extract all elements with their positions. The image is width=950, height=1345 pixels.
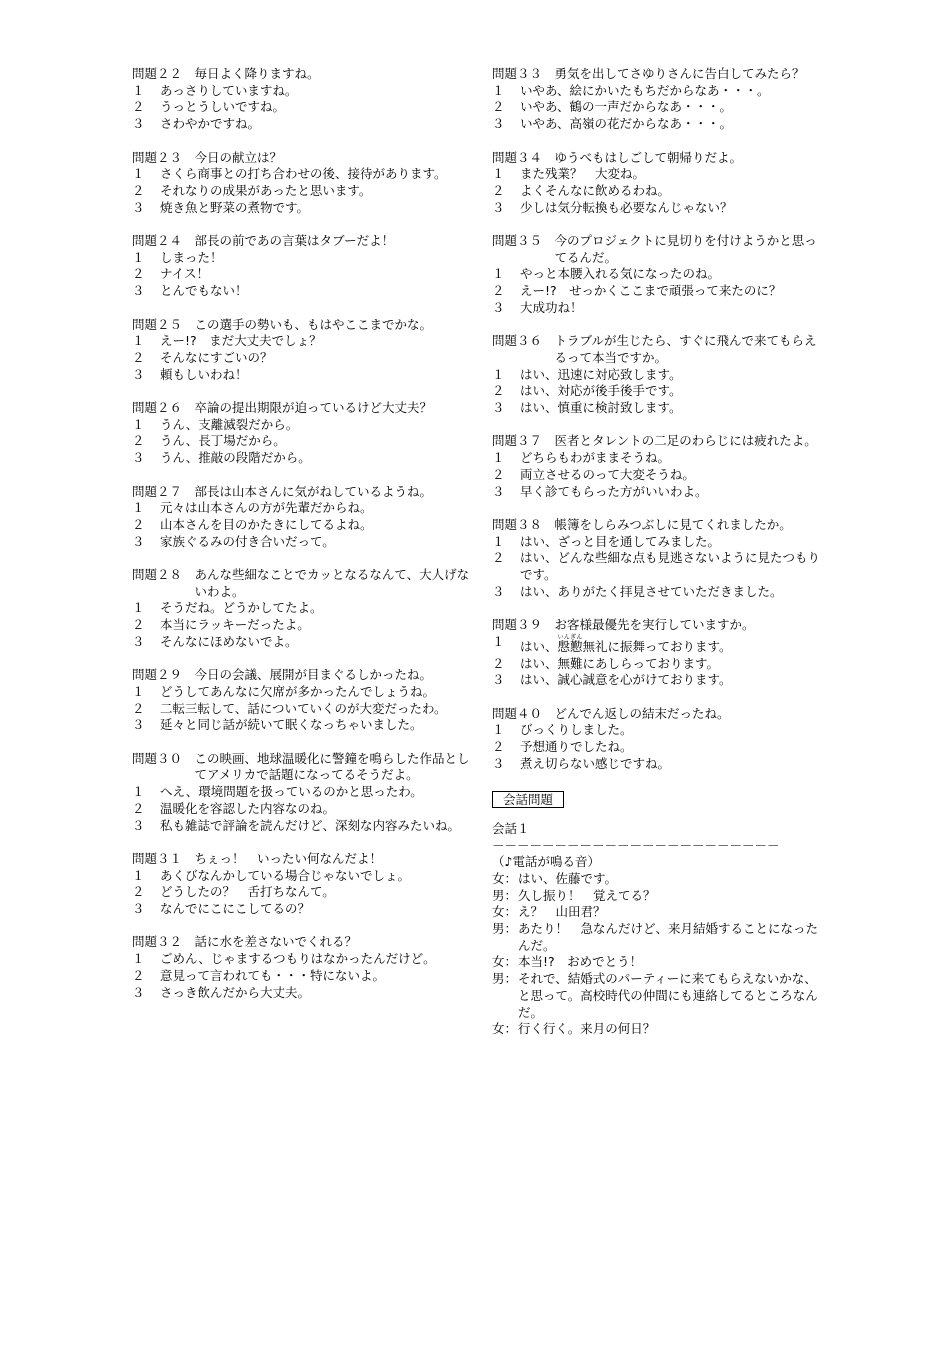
question-block (132, 233, 477, 300)
option-number: ３ (492, 116, 505, 132)
dialogue-text: え？ 山田君？ (518, 904, 606, 920)
option-text: はい、慇懃いんぎん無礼に振舞っております。 (520, 633, 732, 654)
speaker-label: 女： (492, 1021, 518, 1037)
option-number: ２ (492, 283, 505, 299)
question-number: 問題３７ (492, 433, 555, 449)
question-block (492, 233, 827, 317)
option-number: １ (132, 82, 145, 98)
question-prompt (492, 517, 827, 534)
option-number: １ (492, 450, 505, 466)
option-number: ２ (132, 433, 145, 449)
option-number: １ (492, 633, 505, 649)
question-prompt (132, 400, 477, 417)
answer-option (132, 600, 477, 617)
question-block (132, 317, 477, 384)
option-number: １ (132, 500, 145, 516)
option-text: 山本さんを目のかたきにしてるよね。 (160, 516, 373, 532)
dialogue-line (492, 871, 827, 888)
question-prompt (132, 484, 477, 501)
option-number: ２ (132, 182, 145, 198)
divider-line: －－－－－－－－－－－－－－－－－－－－－－－ (492, 837, 780, 853)
option-text: へえ、環境問題を扱っているのかと思ったわ。 (160, 784, 423, 800)
question-number: 問題２９ (132, 667, 195, 683)
question-text: お客様最優先を実行していますか。 (554, 617, 755, 633)
option-number: ３ (492, 199, 505, 215)
answer-option (492, 283, 827, 300)
answer-option (132, 534, 477, 551)
option-text: さくら商事との打ち合わせの後、接待があります。 (160, 166, 447, 182)
speaker-label: 女： (492, 870, 518, 886)
option-number: １ (132, 333, 145, 349)
option-number: ２ (492, 99, 505, 115)
question-text: どんでん返しの結末だったね。 (554, 705, 730, 721)
question-number: 問題２４ (132, 233, 195, 248)
right-column (492, 66, 827, 1038)
answer-option (492, 467, 827, 484)
option-text: うん、推敲の段階だから。 (160, 450, 311, 466)
option-text: 煮え切らない感じですね。 (520, 755, 671, 771)
option-number: ２ (132, 516, 145, 532)
answer-option (132, 333, 477, 350)
answer-option (132, 717, 477, 734)
option-number: ２ (132, 266, 145, 282)
answer-option (132, 433, 477, 450)
answer-option (132, 868, 477, 885)
option-text: 予想通りでしたね。 (520, 739, 633, 755)
question-block (492, 150, 827, 217)
option-text: どうしてあんなに欠席が多かったんでしょうね。 (160, 683, 436, 699)
question-number: 問題３６ (492, 333, 555, 349)
answer-option (492, 550, 827, 583)
option-number: ３ (132, 533, 145, 549)
option-number: １ (132, 249, 145, 265)
answer-option (492, 484, 827, 501)
answer-option (132, 250, 477, 267)
option-number: １ (492, 266, 505, 282)
question-number: 問題３１ (132, 850, 195, 866)
question-text: 医者とタレントの二足のわらじには疲れたよ。 (554, 433, 817, 449)
speaker-label: 男： (492, 921, 518, 937)
option-number: １ (492, 82, 505, 98)
question-block (492, 333, 827, 417)
answer-option (132, 99, 477, 116)
option-number: ３ (132, 717, 145, 733)
answer-option (132, 634, 477, 651)
option-text: 意見って言われても・・・特にないよ。 (160, 967, 386, 983)
question-block (492, 66, 827, 133)
answer-option (492, 672, 827, 689)
answer-option (132, 517, 477, 534)
question-prompt (132, 233, 477, 250)
dialogue-text: 本当!? おめでとう！ (518, 954, 643, 970)
option-text: よくそんなに飲めるわね。 (520, 182, 671, 198)
answer-option (492, 534, 827, 551)
question-prompt (132, 667, 477, 684)
option-number: ２ (492, 182, 505, 198)
option-number: １ (132, 784, 145, 800)
answer-option (132, 968, 477, 985)
question-prompt (132, 150, 477, 167)
answer-option (492, 656, 827, 673)
speaker-label: 男： (492, 887, 518, 903)
answer-option (492, 383, 827, 400)
answer-option (492, 584, 827, 601)
answer-option (132, 417, 477, 434)
question-block (132, 567, 477, 651)
question-prompt (492, 706, 827, 723)
answer-option (492, 400, 827, 417)
option-text: やっと本腰入れる気になったのね。 (520, 266, 721, 282)
option-text: 私も雑誌で評論を読んだけど、深刻な内容みたいね。 (160, 817, 461, 833)
option-text: 大成功ね！ (520, 299, 583, 315)
question-block (132, 66, 477, 133)
question-prompt (132, 567, 477, 600)
question-number: 問題２７ (132, 483, 195, 499)
option-number: １ (132, 416, 145, 432)
option-text: いやあ、絵にかいたもちだからなあ・・・。 (520, 82, 770, 98)
option-number: ３ (492, 672, 505, 688)
question-text: 今のプロジェクトに見切りを付けようかと思ってるんだ。 (554, 233, 817, 265)
section-label: 会話問題 (492, 791, 564, 808)
option-text: そうだね。どうかしてたよ。 (160, 600, 323, 616)
option-number: ３ (132, 901, 145, 917)
option-number: ３ (132, 817, 145, 833)
question-prompt (132, 934, 477, 951)
option-text: 焼き魚と野菜の煮物です。 (160, 199, 310, 215)
option-number: １ (492, 722, 505, 738)
question-number: 問題３８ (492, 516, 555, 532)
option-number: ２ (132, 617, 145, 633)
answer-option (492, 450, 827, 467)
dialogue-line (492, 888, 827, 905)
answer-option (132, 283, 477, 300)
option-text: あっさりしていますね。 (160, 82, 298, 98)
question-number: 問題２６ (132, 400, 195, 415)
answer-option (132, 500, 477, 517)
question-prompt (132, 751, 477, 784)
option-number: ２ (492, 739, 505, 755)
option-number: ３ (132, 633, 145, 649)
question-block (132, 667, 477, 734)
answer-option (132, 183, 477, 200)
dialogue-text: 行く行く。来月の何日？ (518, 1021, 656, 1037)
dialogue-text: 久し振り！ 覚えてる？ (518, 887, 656, 903)
question-number: 問題３３ (492, 66, 555, 81)
question-text: 勇気を出してさゆりさんに告白してみたら？ (554, 66, 805, 81)
question-text: 部長は山本さんに気がねしているようね。 (194, 483, 433, 499)
option-number: ３ (492, 400, 505, 416)
option-text: うん、支離滅裂だから。 (160, 416, 299, 432)
question-block (132, 484, 477, 551)
option-text: 家族ぐるみの付き合いだって。 (160, 533, 335, 549)
option-text: また残業？ 大変ね。 (520, 166, 646, 182)
question-prompt (492, 233, 827, 266)
option-text: びっくりしました。 (520, 722, 633, 738)
option-number: ２ (132, 884, 145, 900)
answer-option (132, 200, 477, 217)
question-prompt (492, 617, 827, 634)
question-text: 毎日よく降りますね。 (194, 66, 320, 81)
question-block (132, 400, 477, 467)
answer-option (132, 901, 477, 918)
option-text: はい、対応が後手後手です。 (520, 383, 682, 399)
question-block (132, 751, 477, 835)
question-prompt (492, 333, 827, 366)
option-text: しまった！ (160, 249, 223, 265)
option-number: １ (492, 166, 505, 182)
answer-option (132, 985, 477, 1002)
speaker-label: 女： (492, 954, 518, 970)
answer-option (492, 99, 827, 116)
option-text: あくびなんかしている場合じゃないでしょ。 (160, 867, 411, 883)
answer-option (132, 450, 477, 467)
question-list-left (132, 66, 477, 1018)
question-number: 問題４０ (492, 705, 555, 721)
question-text: この映画、地球温暖化に警鐘を鳴らした作品としてアメリカで話題になってるそうだよ。 (194, 750, 470, 783)
option-text: はい、無難にあしらっております。 (520, 655, 720, 671)
option-text: 早く診てもらった方がいいわよ。 (520, 483, 708, 499)
option-number: ３ (492, 299, 505, 315)
question-number: 問題２２ (132, 66, 195, 81)
furigana-ruby: 慇懃いんぎん (557, 633, 583, 654)
dialogue-text: それで、結婚式のパーティーに来てもらえないかな、と思って。高校時代の仲間にも連絡してるところなんだ。 (518, 971, 818, 1020)
option-text: ナイス！ (160, 266, 210, 282)
answer-option (492, 739, 827, 756)
option-number: ２ (132, 99, 145, 115)
option-number: ３ (132, 283, 145, 299)
dialogue-line (492, 954, 827, 971)
option-text: うん、長丁場だから。 (160, 433, 286, 449)
option-text: はい、慎重に検討致します。 (520, 400, 682, 416)
answer-option (132, 684, 477, 701)
option-text: えー!? まだ大丈夫でしょ？ (160, 333, 322, 349)
dialogue-line (492, 904, 827, 921)
answer-option (132, 166, 477, 183)
question-text: 今日の会議、展開が目まぐるしかったね。 (194, 667, 433, 683)
answer-option (132, 350, 477, 367)
option-text: そんなにほめないでよ。 (160, 633, 298, 649)
question-text: あんな些細なことでカッとなるなんて、大人げないわよ。 (194, 567, 470, 599)
option-text: はい、ありがたく拝見させていただきました。 (520, 583, 783, 599)
option-number: １ (492, 366, 505, 382)
option-text: それなりの成果があったと思います。 (160, 182, 372, 198)
question-list-right (492, 66, 827, 772)
answer-option (132, 617, 477, 634)
answer-option (492, 183, 827, 200)
option-number: ２ (492, 383, 505, 399)
question-text: 部長の前であの言葉はタブーだよ！ (194, 233, 395, 248)
answer-option (132, 367, 477, 384)
question-block (492, 433, 827, 500)
dialogue-line (492, 921, 827, 954)
answer-option (492, 300, 827, 317)
option-number: ３ (132, 450, 145, 466)
question-prompt (492, 433, 827, 450)
option-text: はい、迅速に対応致します。 (520, 366, 682, 382)
question-number: 問題３０ (132, 750, 195, 766)
question-number: 問題２８ (132, 567, 195, 582)
option-text: 元々は山本さんの方が先輩だからね。 (160, 500, 373, 516)
option-text: 二転三転して、話についていくのが大変だったわ。 (160, 700, 447, 716)
option-number: ３ (132, 366, 145, 382)
question-text: ちぇっ！ いったい何なんだよ！ (194, 850, 383, 866)
option-text: いやあ、鶴の一声だからなあ・・・。 (520, 99, 733, 115)
option-text: 少しは気分転換も必要なんじゃない？ (520, 199, 733, 215)
option-number: ２ (132, 967, 145, 983)
answer-option (492, 266, 827, 283)
conversation-title: 会話１ (492, 820, 530, 836)
answer-option (132, 801, 477, 818)
question-block (492, 706, 827, 773)
option-text: どうしたの？ 舌打ちなんて。 (160, 884, 335, 900)
answer-option (132, 116, 477, 133)
answer-option (492, 756, 827, 773)
option-number: ３ (132, 116, 145, 132)
answer-option (132, 951, 477, 968)
question-prompt (132, 851, 477, 868)
question-number: 問題２５ (132, 316, 195, 332)
answer-option (492, 722, 827, 739)
option-number: １ (132, 951, 145, 967)
option-text: さっき飲んだから大丈夫。 (160, 984, 311, 1000)
question-block (132, 851, 477, 918)
option-text: はい、ざっと目を通してみました。 (520, 533, 721, 549)
option-text: うっとうしいですね。 (160, 99, 286, 115)
option-text: 本当にラッキーだったよ。 (160, 617, 310, 633)
option-text: はい、どんな些細な点も見逃さないように見たつもりです。 (520, 550, 821, 583)
question-number: 問題２３ (132, 149, 195, 165)
question-number: 問題３９ (492, 617, 555, 633)
answer-option (132, 884, 477, 901)
option-number: ２ (492, 466, 505, 482)
option-text: そんなにすごいの？ (160, 349, 273, 365)
option-number: ３ (492, 583, 505, 599)
answer-option (492, 166, 827, 183)
option-text: なんでにこにこしてるの？ (160, 901, 311, 917)
option-text: ごめん、じゃまするつもりはなかったんだけど。 (160, 951, 436, 967)
question-block (132, 150, 477, 217)
answer-option (492, 634, 827, 656)
answer-option (492, 200, 827, 217)
question-prompt (132, 66, 477, 83)
question-text: この選手の勢いも、もはやここまでかな。 (194, 316, 433, 332)
speaker-label: 女： (492, 904, 518, 920)
option-number: ２ (492, 550, 505, 566)
answer-option (132, 818, 477, 835)
option-text: どちらもわがままそうね。 (520, 450, 671, 466)
conversation-section (492, 772, 827, 1038)
option-number: ３ (132, 199, 145, 215)
option-number: １ (132, 867, 145, 883)
answer-option (132, 701, 477, 718)
option-text: とんでもない！ (160, 283, 248, 299)
question-text: 卒論の提出期限が迫っているけど大丈夫？ (194, 400, 433, 415)
option-text: 温暖化を容認した内容なのね。 (160, 800, 336, 816)
dialogue-line (492, 1021, 827, 1038)
option-number: ２ (132, 800, 145, 816)
option-text: 頼もしいわね！ (160, 366, 248, 382)
question-text: ゆうべもはしごして朝帰りだよ。 (554, 149, 743, 165)
option-text: 延々と同じ話が続いて眠くなっちゃいました。 (160, 717, 423, 733)
question-text: 話に水を差さないでくれる？ (194, 934, 358, 950)
question-block (492, 517, 827, 601)
option-number: １ (492, 533, 505, 549)
option-text: いやあ、高嶺の花だからなあ・・・。 (520, 116, 733, 132)
option-text: 両立させるのって大変そうね。 (520, 466, 695, 482)
option-number: ３ (492, 755, 505, 771)
option-number: ２ (492, 655, 505, 671)
option-text: えー!? せっかくここまで頑張って来たのに？ (520, 283, 782, 299)
sound-effect: （♪電話が鳴る音） (492, 854, 600, 870)
option-text: さわやかですね。 (160, 116, 261, 132)
option-number: ３ (132, 984, 145, 1000)
dialogue-line (492, 971, 827, 1021)
option-number: ３ (492, 483, 505, 499)
answer-option (132, 784, 477, 801)
dialogue-lines (492, 871, 827, 1038)
question-prompt (132, 317, 477, 334)
option-number: １ (132, 683, 145, 699)
question-text: 帳簿をしらみつぶしに見てくれましたか。 (554, 516, 792, 532)
question-prompt (492, 150, 827, 167)
left-column (132, 66, 477, 1018)
answer-option (492, 83, 827, 100)
dialogue-text: あたり！ 急なんだけど、来月結婚することになったんだ。 (518, 921, 819, 953)
question-number: 問題３５ (492, 233, 555, 248)
option-number: １ (132, 166, 145, 182)
answer-option (132, 266, 477, 283)
option-number: ２ (132, 700, 145, 716)
answer-option (492, 116, 827, 133)
answer-option (492, 367, 827, 384)
question-block (492, 617, 827, 689)
question-text: 今日の献立は？ (194, 149, 283, 165)
question-text: トラブルが生じたら、すぐに飛んで来てもらえるって本当ですか。 (554, 333, 817, 365)
question-number: 問題３４ (492, 149, 555, 165)
question-number: 問題３２ (132, 934, 195, 950)
speaker-label: 男： (492, 971, 518, 987)
answer-option (132, 83, 477, 100)
option-text: はい、誠心誠意を心がけております。 (520, 672, 732, 688)
question-prompt (492, 66, 827, 83)
dialogue-text: はい、佐藤です。 (518, 870, 618, 886)
option-number: ２ (132, 349, 145, 365)
option-number: １ (132, 600, 145, 616)
question-block (132, 934, 477, 1001)
